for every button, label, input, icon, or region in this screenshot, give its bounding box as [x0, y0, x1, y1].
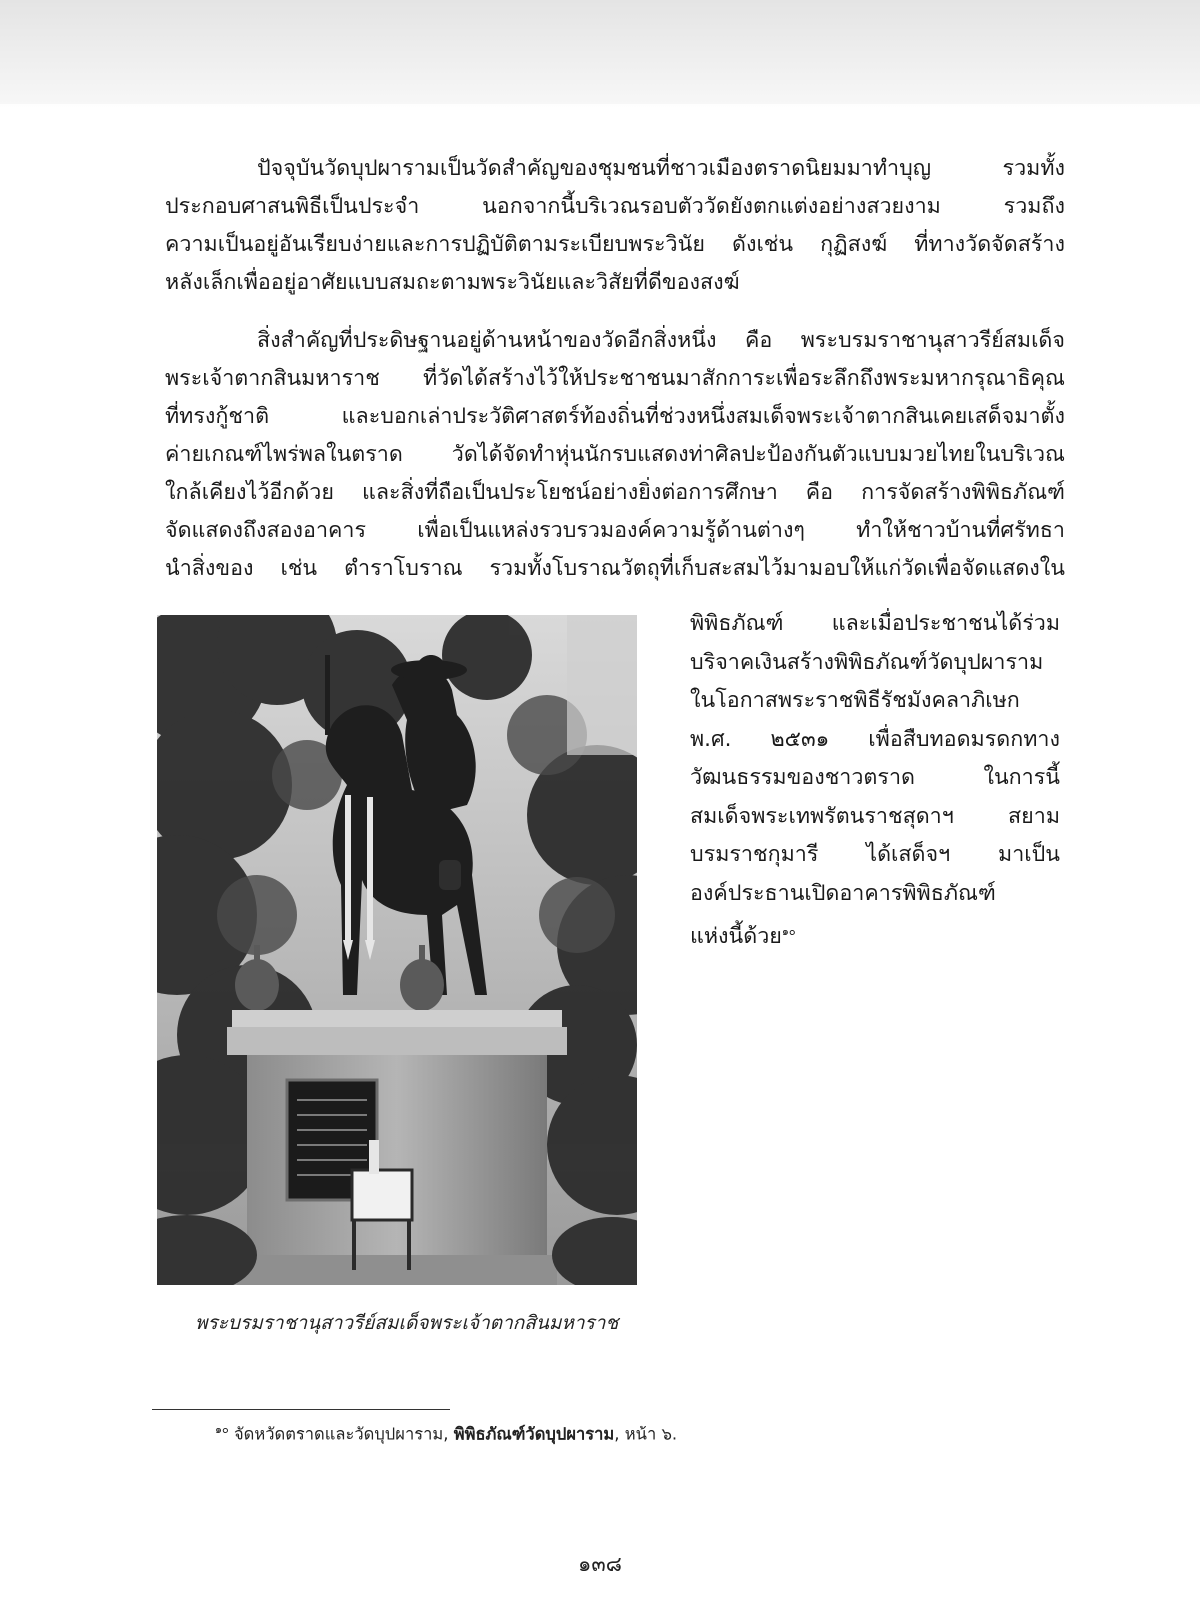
side-text-line: ในโอกาสพระราชพิธีรัชมังคลาภิเษก	[690, 688, 1020, 713]
side-text-last-line	[690, 913, 1060, 957]
scan-top-shadow	[0, 0, 1200, 104]
paragraph-line: หลังเล็กเพื่ออยู่อาศัยแบบสมถะตามพระวินัยและวิสัยที่ดีของสงฆ์	[165, 270, 740, 295]
footnote-mark: ๑๐	[215, 1423, 229, 1436]
footnote	[215, 1420, 1015, 1448]
footnote-suffix: , หน้า ๖.	[614, 1424, 678, 1444]
side-text-line: องค์ประธานเปิดอาคารพิพิธภัณฑ์	[690, 880, 996, 906]
paragraph-line: นำสิ่งของ เช่น ตำราโบราณ รวมทั้งโบราณวัตถุที่เก็บสะสมไว้มามอบให้แก่วัดเพื่อจัดแสดงใน	[165, 556, 1065, 581]
paragraph-line: ปัจจุบันวัดบุปผารามเป็นวัดสำคัญของชุมชนที่ชาวเมืองตราดนิยมมาทำบุญ รวมทั้ง	[257, 156, 1065, 181]
side-text-line: แห่งนี้ด้วย	[690, 924, 782, 950]
side-text-line: สมเด็จพระเทพรัตนราชสุดาฯ สยาม	[690, 803, 1060, 829]
side-text-line: พิพิธภัณฑ์ และเมื่อประชาชนได้ร่วม	[690, 611, 1060, 636]
paragraph-line: พระเจ้าตากสินมหาราช ที่วัดได้สร้างไว้ให้ประชาชนมาสักการะเพื่อระลึกถึงพระมหากรุณาธิคุณ	[165, 366, 1065, 391]
paragraph-1	[165, 150, 1065, 302]
paragraph-line: ใกล้เคียงไว้อีกด้วย และสิ่งที่ถือเป็นประโยชน์อย่างยิ่งต่อการศึกษา คือ การจัดสร้างพิพิธภัณฑ์	[165, 480, 1065, 505]
paragraph-line: สิ่งสำคัญที่ประดิษฐานอยู่ด้านหน้าของวัดอีกสิ่งหนึ่ง คือ พระบรมราชานุสาวรีย์สมเด็จ	[257, 328, 1065, 353]
photo-caption: พระบรมราชานุสาวรีย์สมเด็จพระเจ้าตากสินมหาราช	[195, 1312, 619, 1334]
paragraph-line: ค่ายเกณฑ์ไพร่พลในตราด วัดได้จัดทำหุ่นนักรบแสดงท่าศิลปะป้องกันตัวแบบมวยไทยในบริเวณ	[165, 442, 1065, 467]
paragraph-line: ความเป็นอยู่อันเรียบง่ายและการปฏิบัติตามระเบียบพระวินัย ดังเช่น กุฏิสงฆ์ ที่ทางวัดจัดสร้าง	[165, 232, 1065, 257]
side-text-line: พ.ศ. ๒๕๓๑ เพื่อสืบทอดมรดกทาง	[690, 726, 1060, 752]
side-text-line: วัฒนธรรมของชาวตราด ในการนี้	[690, 765, 1060, 790]
side-text	[690, 605, 1060, 957]
side-text-line: บรมราชกุมารี ได้เสด็จฯ มาเป็น	[690, 842, 1060, 867]
side-text-line: บริจาคเงินสร้างพิพิธภัณฑ์วัดบุปผาราม	[690, 649, 1044, 675]
footnote-divider	[152, 1409, 450, 1410]
paragraph-line: ประกอบศาสนพิธีเป็นประจำ นอกจากนี้บริเวณรอบตัววัดยังตกแต่งอย่างสวยงาม รวมถึง	[165, 194, 1065, 219]
footnote-prefix: จัดหวัดตราดและวัดบุปผาราม,	[228, 1424, 454, 1444]
statue-image	[157, 615, 637, 1285]
footnote-reference[interactable]: ๑๐	[781, 925, 796, 938]
paragraph-line: จัดแสดงถึงสองอาคาร เพื่อเป็นแหล่งรวบรวมองค์ความรู้ด้านต่างๆ ทำให้ชาวบ้านที่ศรัทธา	[165, 518, 1065, 543]
paragraph-2	[165, 322, 1065, 588]
page-number: ๑๓๘	[578, 1552, 622, 1576]
statue-photo	[157, 615, 637, 1285]
paragraph-line: ที่ทรงกู้ชาติ และบอกเล่าประวัติศาสตร์ท้องถิ่นที่ช่วงหนึ่งสมเด็จพระเจ้าตากสินเคยเสด็จมาตั้ง	[165, 404, 1065, 429]
footnote-title: พิพิธภัณฑ์วัดบุปผาราม	[453, 1424, 615, 1444]
